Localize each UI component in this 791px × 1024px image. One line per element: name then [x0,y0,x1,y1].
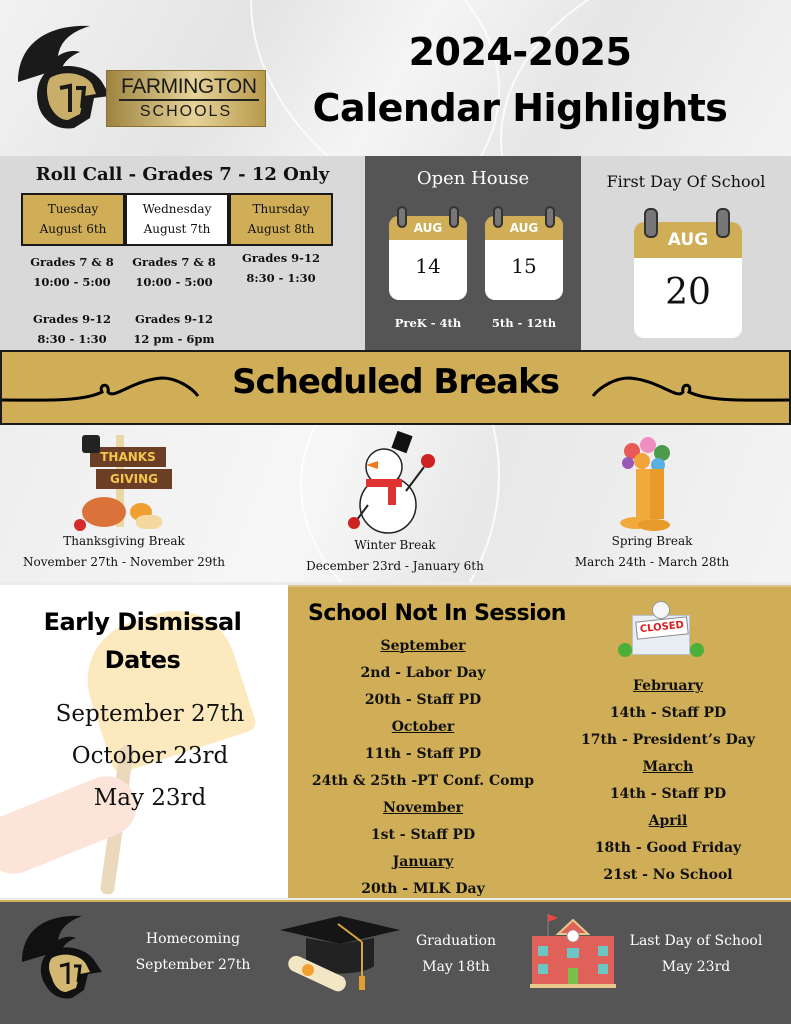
slot-grades: Grades 9-12 [135,312,213,326]
apple [74,519,86,531]
roll-call-day-tuesday [21,193,125,246]
roll-call-slot [119,309,229,349]
day-date: August 6th [39,222,107,236]
roll-call-day-thursday [229,193,333,246]
closed-sign: CLOSED [635,616,689,639]
not-in-session-right-column [568,673,768,889]
break-dates: December 23rd - January 6th [306,559,484,573]
sign-board: GIVING [96,469,172,489]
month-heading: January [392,854,454,870]
session-entry: 18th - Good Friday [594,840,742,856]
slot-grades: Grades 9-12 [33,312,111,326]
event-date: September 27th [135,957,251,973]
roll-call-slot [226,248,336,288]
break-thanksgiving [10,531,238,573]
session-entry: 20th - Staff PD [364,692,482,708]
calendar-month: AUG [634,222,742,258]
event-label: Graduation [415,933,497,949]
sign-board: THANKS [90,447,166,467]
roll-call-slot [17,252,127,292]
slot-grades: Grades 7 & 8 [30,255,114,269]
calendar-icon [634,222,742,338]
calendar-month: AUG [485,216,563,240]
slot-grades: Grades 7 & 8 [132,255,216,269]
calendar-icon [389,216,467,300]
header [0,0,791,156]
breaks-section [0,425,791,582]
early-dismissal-date: September 27th [55,701,245,727]
open-house-section [365,156,581,350]
slot-time: 10:00 - 5:00 [33,275,111,289]
page-title [270,24,770,136]
break-name: Spring Break [611,534,693,548]
early-dismissal-date: May 23rd [93,785,207,811]
early-dismissal-title [20,603,265,679]
first-day-title: First Day Of School [606,172,766,191]
event-date: May 23rd [661,959,731,975]
flower-boots-icon [614,431,684,535]
day-date: August 7th [143,222,211,236]
break-spring [560,531,744,573]
scheduled-breaks-title: Scheduled Breaks [232,362,559,402]
snowman-icon [344,431,444,535]
open-house-label: PreK - 4th [394,316,462,330]
month-heading: October [391,719,455,735]
day-name: Thursday [252,202,310,216]
session-entry: 20th - MLK Day [361,881,485,897]
day-date: August 8th [247,222,315,236]
open-house-title: Open House [416,168,530,189]
not-in-session-title: School Not In Session [308,601,566,626]
roll-call-section [0,156,365,350]
calendar-icon [485,216,563,300]
closed-school-icon [618,599,704,657]
session-entry: 24th & 25th -PT Conf. Comp [311,773,535,789]
calendar-day: 14 [415,254,441,278]
event-label: Last Day of School [629,933,763,949]
calendar-ring [644,208,658,238]
month-heading: April [648,813,688,829]
session-entry: 1st - Staff PD [370,827,476,843]
logo-text-farmington: FARMINGTON [119,75,259,101]
early-dismissal-section [0,585,288,898]
calendar-day: 20 [665,272,711,313]
roll-call-slot [119,252,229,292]
title-line: Dates [104,646,181,674]
early-dismissal-date: October 23rd [71,743,229,769]
session-entry: 11th - Staff PD [364,746,482,762]
footer-homecoming [118,926,268,978]
title-text: Calendar Highlights [312,86,728,130]
calendar-day: 15 [511,254,537,278]
first-day-section [581,156,791,350]
school-building-icon [530,912,616,988]
not-in-session-left-column [298,633,548,903]
slot-time: 8:30 - 1:30 [246,271,316,285]
break-winter [290,535,500,577]
month-heading: March [642,759,694,775]
title-years: 2024-2025 [408,30,632,74]
session-entry: 21st - No School [603,867,733,883]
flourish-right-icon [589,370,789,406]
break-dates: November 27th - November 29th [23,555,225,569]
not-in-session-section [288,585,791,898]
roll-call-slot [17,309,127,349]
slot-time: 12 pm - 6pm [133,332,215,346]
logo-text-schools: SCHOOLS [139,103,233,120]
slot-time: 8:30 - 1:30 [37,332,107,346]
scheduled-breaks-banner [0,350,791,425]
roll-call-title: Roll Call - Grades 7 - 12 Only [35,164,330,185]
footer-graduation [402,928,510,980]
calendar-ring [449,206,459,228]
graduation-cap-icon [278,914,404,998]
clock [652,601,670,619]
break-name: Winter Break [354,538,436,552]
slot-time: 10:00 - 5:00 [135,275,213,289]
calendar-ring [493,206,503,228]
open-house-label: 5th - 12th [491,316,557,330]
event-label: Homecoming [145,931,241,947]
session-entry: 14th - Staff PD [609,786,727,802]
session-entry: 14th - Staff PD [609,705,727,721]
slot-grades: Grades 9-12 [242,251,320,265]
title-line: Early Dismissal [43,608,242,636]
calendar-ring [545,206,555,228]
calendar-ring [716,208,730,238]
pilgrim-hat [82,435,100,453]
turkey [82,497,126,527]
footer-last-day [616,928,776,980]
event-date: May 18th [422,959,490,975]
day-name: Wednesday [142,202,212,216]
knight-helmet-icon [18,912,110,1002]
session-entry: 17th - President’s Day [580,732,755,748]
day-name: Tuesday [47,202,99,216]
break-name: Thanksgiving Break [63,534,185,548]
tree [690,643,704,657]
pie [136,515,162,529]
thanksgiving-sign-icon [72,435,172,535]
roll-call-day-wednesday [125,193,229,246]
calendar-ring [397,206,407,228]
calendar-month: AUG [389,216,467,240]
month-heading: September [380,638,466,654]
month-heading: February [632,678,703,694]
tree [618,643,632,657]
footer [0,900,791,1024]
knight-helmet-icon [10,22,120,134]
month-heading: November [382,800,464,816]
session-entry: 2nd - Labor Day [360,665,486,681]
farmington-logo [106,70,266,127]
break-dates: March 24th - March 28th [574,555,730,569]
